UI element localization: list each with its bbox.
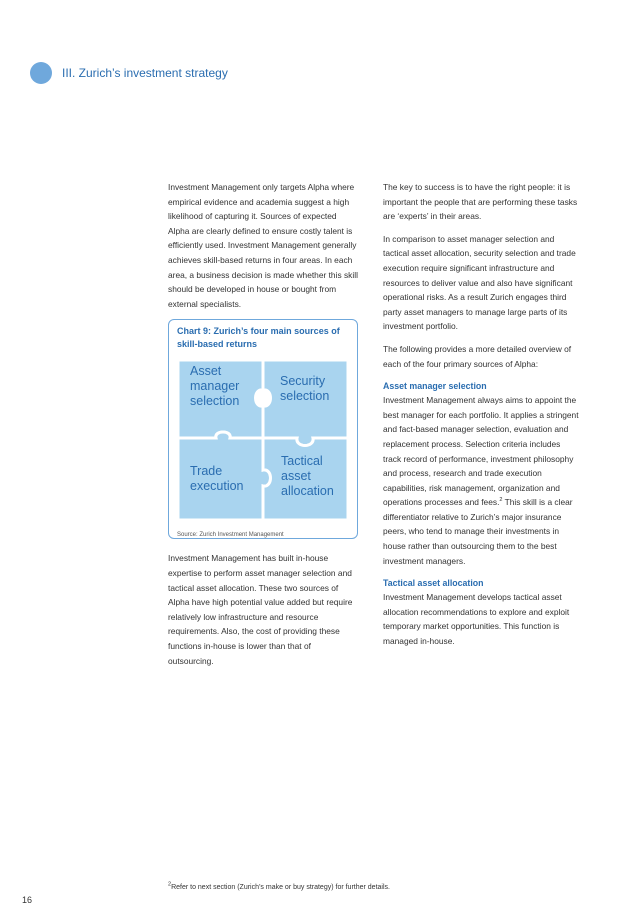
left-column [168, 180, 358, 676]
piece-label-security-selection: Security selection [280, 374, 330, 404]
chart-9-box [168, 319, 358, 539]
right-paragraph-5: Investment Management develops tactical asset allocation recommendations to explore and exploit temporary market opportunities. This function is managed in-house. [383, 592, 570, 647]
chart-source: Source: Zurich Investment Management [177, 532, 284, 539]
right-column [383, 180, 579, 657]
section-marker-dot [30, 62, 52, 84]
paragraph-4-text-b: This skill is a clear differentiator relative to Zurich’s major insurance peers, who tend to manage their investments in house rather than outsourcing them to the best investment managers. [383, 497, 573, 566]
right-paragraph-3: The following provides a more detailed overview of each of the four primary sources of Alpha: [383, 343, 572, 369]
heading-tactical-asset-allocation: Tactical asset allocation [383, 578, 484, 589]
right-paragraph-4 [383, 393, 579, 568]
chart-title: Chart 9: Zurich’s four main sources of skill-based returns [177, 326, 340, 350]
heading-asset-manager-selection: Asset manager selection [383, 381, 487, 392]
section-title: III. Zurich’s investment strategy [62, 66, 228, 80]
footnote-reference: 2 [499, 497, 503, 504]
page-number: 16 [22, 895, 33, 905]
piece-label-tactical-asset-allocation: Tactical asset allocation [281, 454, 334, 499]
footnote-text: Refer to next section (Zurich’s make or buy strategy) for further details. [171, 884, 390, 891]
paragraph-4-text-a: Investment Management always aims to appoint the best manager for each portfolio. It applies a stringent and fact-based manager selection, evaluation and replacement process. Selection criteria includes track record of performance, investment philosophy and process, research and trade execution capabilities, risk management, organization and operations processes and fees. [383, 395, 579, 508]
footnote [168, 881, 390, 891]
piece-label-asset-manager-selection: Asset manager selection [190, 364, 240, 409]
puzzle-graphic [178, 360, 348, 520]
right-paragraph-2: In comparison to asset manager selection and tactical asset allocation, security selection and trade execution require significant infrastructure and resources to deliver value and also have significant operational risks. As a result Zurich engages third party asset managers to manage large parts of its investment portfolio. [383, 233, 576, 332]
left-paragraph-2: Investment Management has built in-house expertise to perform asset manager selection and tactical asset allocation. These two sources of Alpha have high potential value added but require relatively low infrastructure and resource requirements. Also, the cost of providing these functions in-house is lower than that of outsourcing. [168, 553, 353, 666]
right-paragraph-1: The key to success is to have the right people: it is important the people that are performing these tasks are ‘experts’ in their areas. [383, 182, 578, 222]
left-paragraph-1: Investment Management only targets Alpha where empirical evidence and academia suggest a high likelihood of capturing it. Sources of expected Alpha are clearly defined to ensure costly talent is efficiently used. Investment Management generally achieves skill-based returns in four areas. In each area, a business decision is made whether this skill should be developed in house or bought from external specialists. [168, 182, 358, 309]
footnote-number: 2 [168, 881, 172, 888]
piece-label-trade-execution: Trade execution [190, 464, 244, 494]
